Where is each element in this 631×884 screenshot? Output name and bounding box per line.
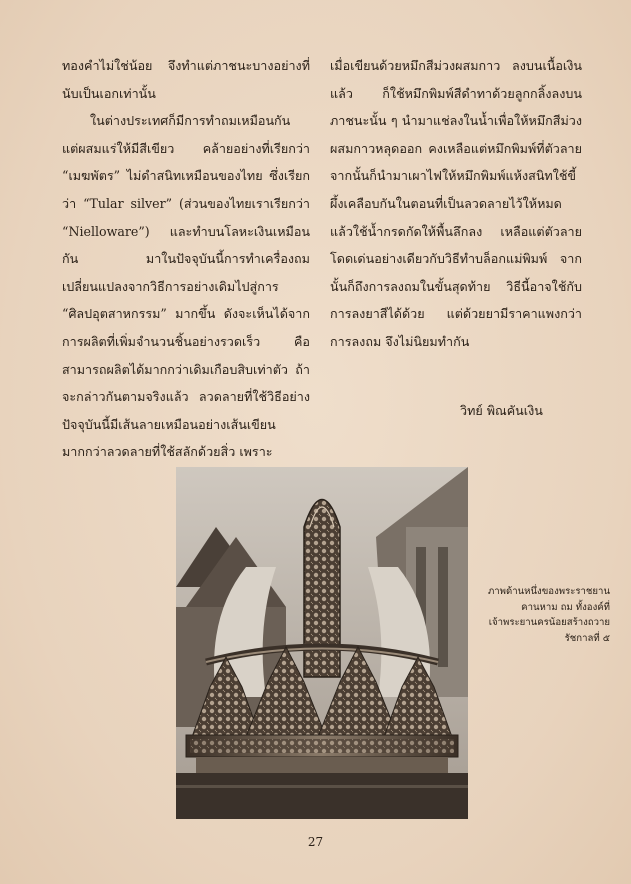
palanquin-photo — [176, 467, 468, 819]
right-text-column — [330, 52, 582, 356]
left-paragraph-1: ทองคำไม่ใช่น้อย จึงทำแต่ภาชนะบางอย่างที่นับเป็นเอกเท่านั้น — [62, 58, 310, 101]
palanquin-photo-illustration — [176, 467, 468, 819]
page-number: 27 — [307, 835, 324, 849]
left-text-column — [62, 52, 310, 466]
photo-caption: ภาพด้านหนึ่งของพระราชยาน คานหาม ถม ทั้งองค์ที่เจ้าพระยานครน้อยสร้างถวายรัชกาลที่ ๕ — [487, 586, 610, 644]
author-signature: วิทย์ พิณคันเงิน — [460, 403, 543, 418]
left-paragraph-2: ในต่างประเทศก็มีการทำถมเหมือนกัน แต่ผสมแร่ให้มีสีเขียว คล้ายอย่างที่เรียกว่า “เมฆพัตร” ไม่ดำสนิทเหมือนของไทย ซึ่งเรียกว่า “Tular silver” (ส่วนของไทยเราเรียกว่า “Nielloware”) และทำบนโลหะเงินเหมือนกัน มาในปัจจุบันนี้การทำเครื่องถมเปลี่ยนแปลงจากวิธีการอย่างเดิมไปสู่การ “ศิลปอุตสาหกรรม” มากขึ้น ดังจะเห็นได้จากการผลิตที่เพิ่มจำนวนชิ้นอย่างรวดเร็ว คือสามารถผลิตได้มากกว่าเดิมเกือบสิบเท่าตัว ถ้าจะกล่าวกันตามจริงแล้ว ลวดลายที่ใช้วิธีอย่างปัจจุบันนี้มีเส้นลายเหมือนอย่างเส้นเขียนมากกว่าลวดลายที่ใช้สลักด้วยสิ่ว เพราะ — [62, 113, 310, 460]
right-paragraph-1: เมื่อเขียนด้วยหมึกสีม่วงผสมกาว ลงบนเนื้อเงินแล้ว ก็ใช้หมึกพิมพ์สีดำทาด้วยลูกกลิ้งลงบนภาชนะนั้น ๆ นำมาแช่ลงในน้ำเพื่อให้หมึกสีม่วงผสมกาวหลุดออก คงเหลือแต่หมึกพิมพ์ที่ตัวลาย จากนั้นก็นำมาเผาไฟให้หมึกพิมพ์แห้งสนิทใช้ขี้ผึ้งเคลือบกันในตอนที่เป็นลวดลายไว้ให้หมดแล้วใช้น้ำกรดกัดให้พื้นลึกลง เหลือแต่ตัวลายโดดเด่นอย่างเดียวกับวิธีทำบล็อกแม่พิมพ์ จากนั้นก็ถึงการลงถมในขั้นสุดท้าย วิธีนี้อาจใช้กับการลงยาสีได้ด้วย แต่ด้วยยามีราคาแพงกว่าการลงถม จึงไม่นิยมทำกัน — [330, 58, 582, 349]
